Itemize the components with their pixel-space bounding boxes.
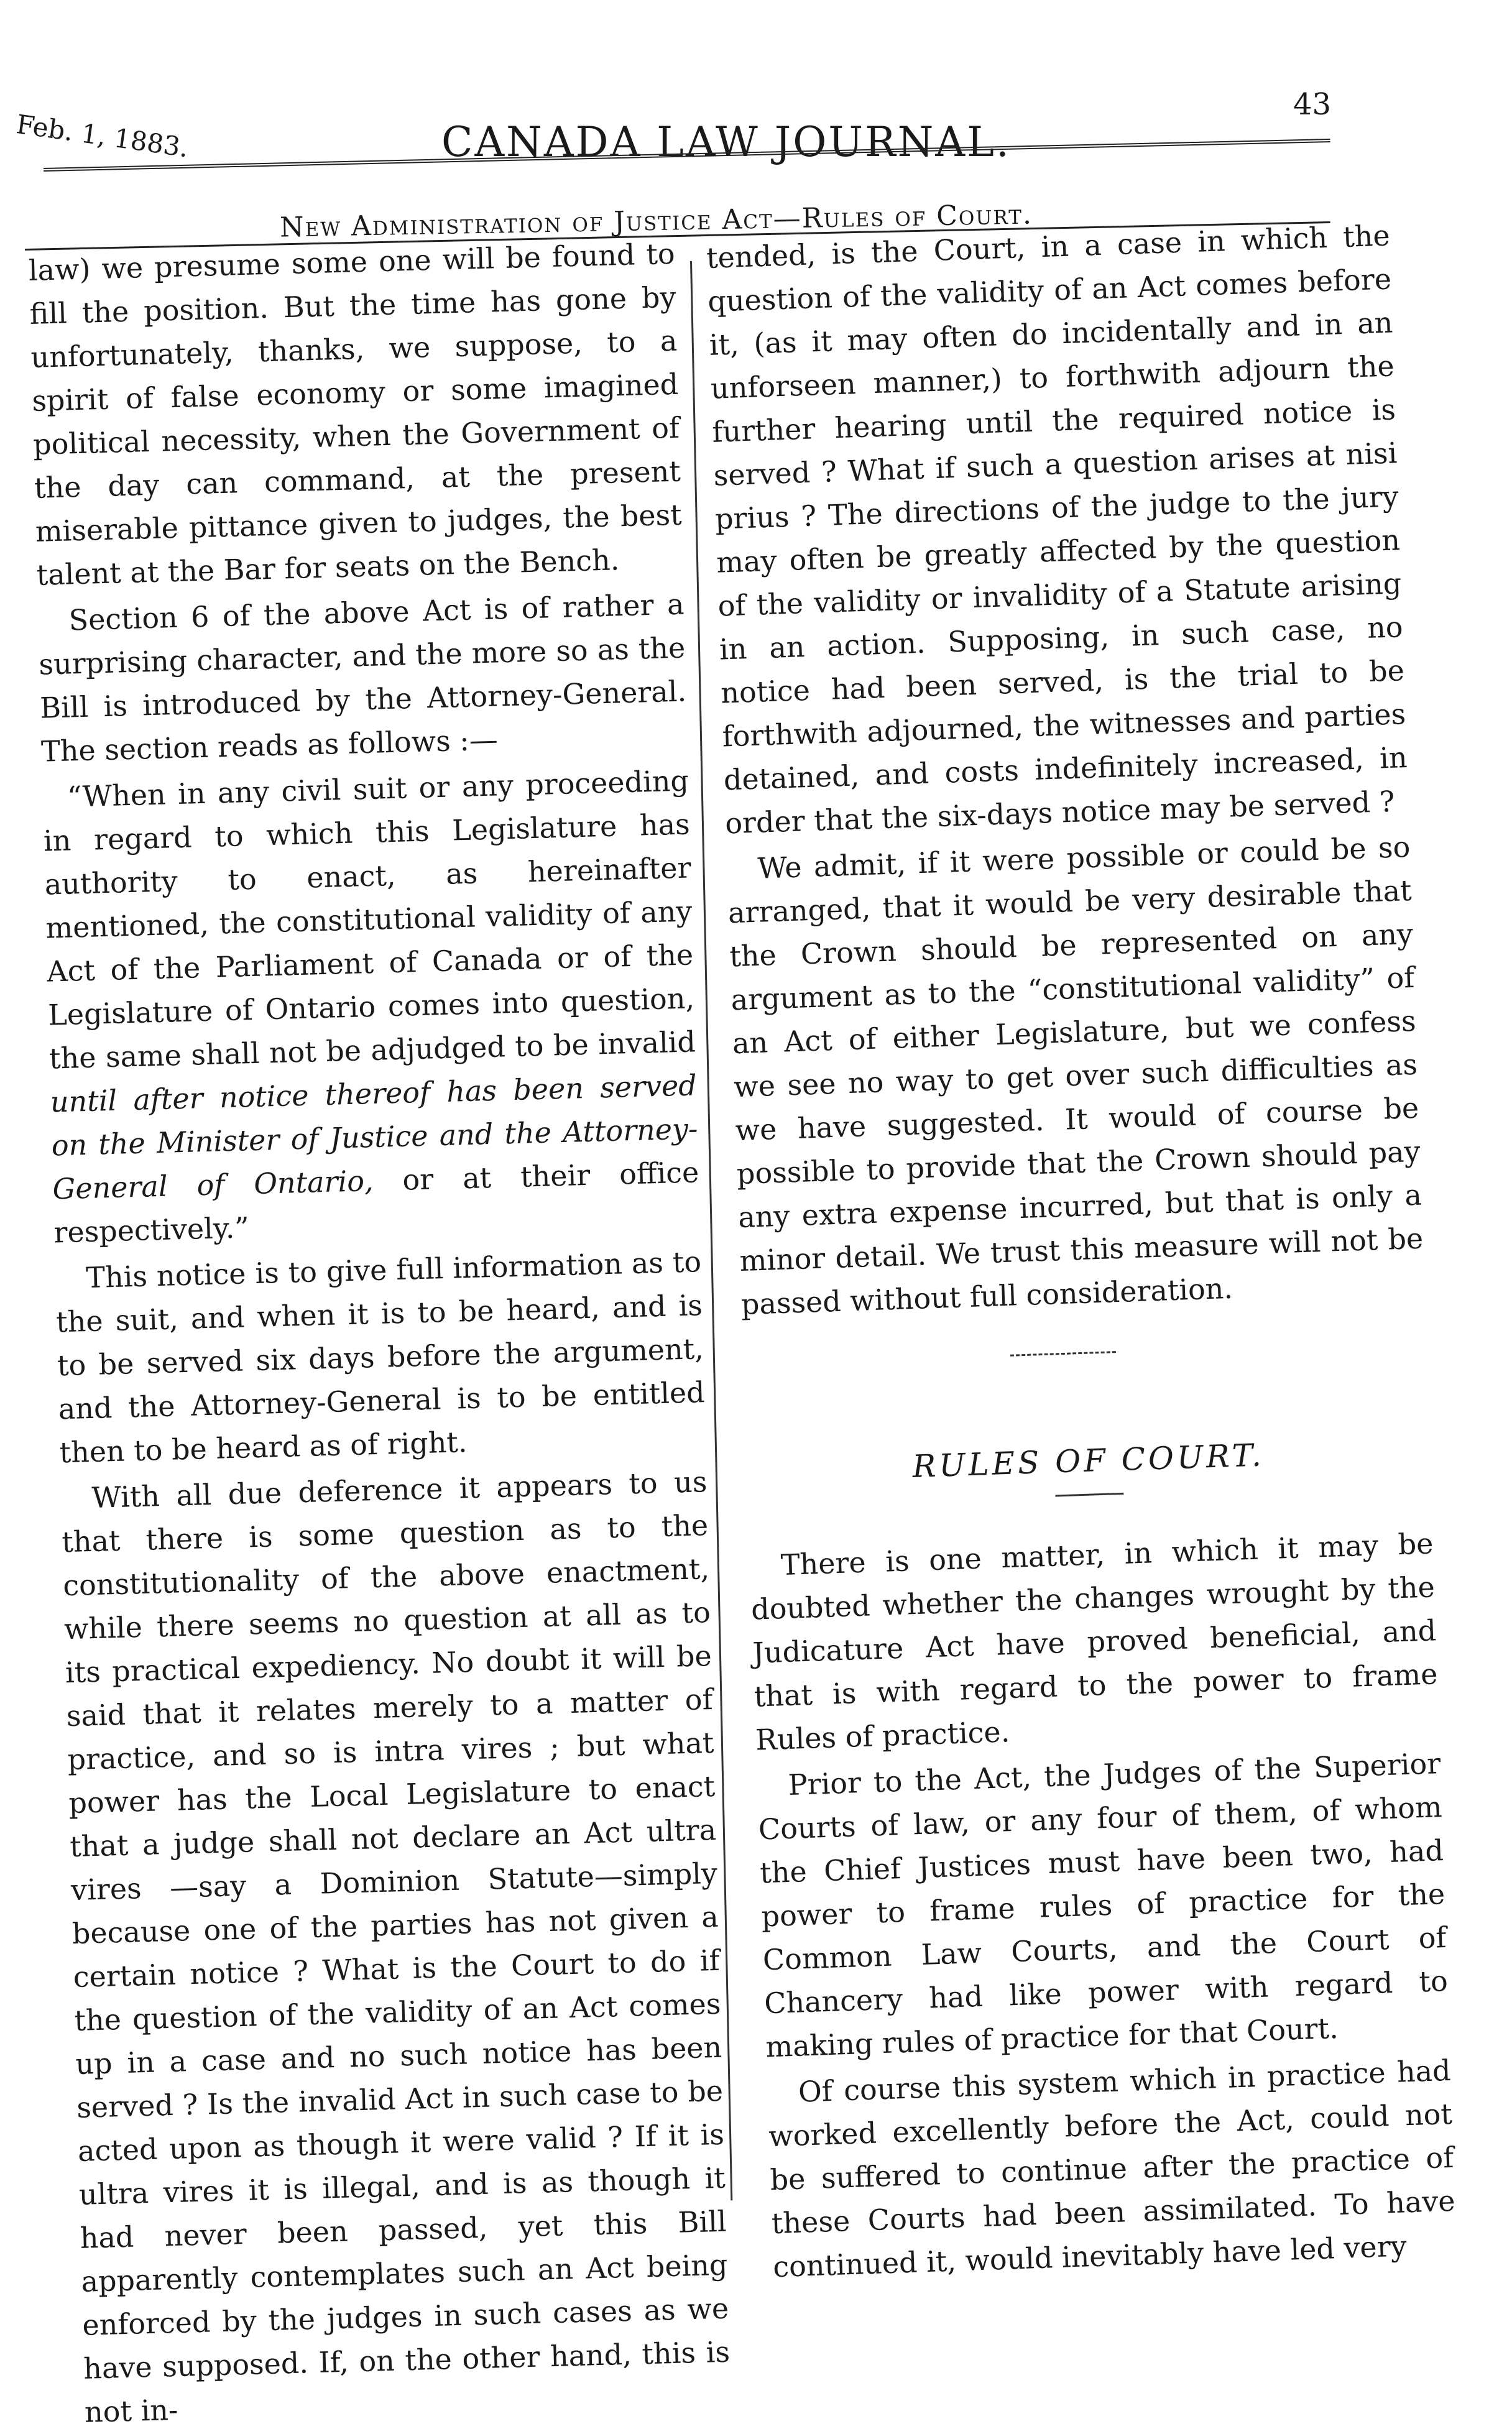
quote-emphasis: until after notice thereof has been served on the Minister of Justice and the Attorney-General of Ontario, [50,1068,699,1206]
heading-rule [1055,1493,1123,1497]
rules-paragraph-2: Prior to the Act, the Judges of the Superior Courts of law, or any four of them, of whom the Chief Justices must have been two, had power to frame rules of practice for the Common Law Courts, and the Court of Chancery had like power with regard to making rules of practice for that Court. [758,1746,1449,2064]
left-column [28,232,732,2434]
quote-start: “When in any civil suit or any proceeding in regard to which this Legislature has authority to enact, as hereinafter mentioned, the constitutional validity of any Act of the Parliament of Canada or of the Legislature of Ontario comes into question, the same shall not be adjudged to be invalid [43,763,696,1076]
running-subtitle: New Administration of Justice Act—Rules of Court. [279,198,1033,244]
left-paragraph-3: This notice is to give full information as to the suit, and when it is to be heard, and is to be served six days before the argument, and the Attorney-General is to be entitled then to be heard as of right. [55,1245,706,1470]
rules-paragraph-3: Of course this system which in practice had worked excellently before the Act, could not be suffered to continue after the practice of these Courts had been assimilated. To have continued it, would inevitably have led very [768,2053,1456,2284]
right-paragraph-2: We admit, if it were possible or could be so arranged, that it would be very desirable that the Crown should be represented on any argument as to the “constitutional validity” of an Act of either Legislature, but we confess we see no way to get over such difficulties as we have suggested. It would of course be possible to provide that the Crown should pay any extra expense incurred, but that is only a minor detail. We trust this measure will not be passed without full consideration. [727,829,1424,1322]
rules-paragraph-1: There is one matter, in which it may be doubted whether the changes wrought by the Judicature Act have proved beneficial, and that is with regard to the power to frame Rules of practice. [750,1526,1439,1757]
right-paragraph-1: tended, is the Court, in a case in which the question of the validity of an Act comes before it, (as it may often do incidentally and in an unforseen manner,) to forthwith adjourn the further hearing until the required notice is served ? What if such a question arises at nisi prius ? The directions of the judge to the jury may often be greatly affected by the question of the validity or invalidity of a Statute arising in an action. Supposing, in such case, no notice had been served, is the trial to be forthwith adjourned, the witnesses and parties detained, and costs indefinitely increased, in order that the six-days notice may be served ? [706,218,1408,841]
right-column [706,214,1457,2289]
left-paragraph-1: law) we presume some one will be found to fill the position. But the time has gone by unfortunately, thanks, we suppose, to a spirit of false economy or some imagined political necessity, when the Government of the day can command, at the present miserable pittance given to judges, the best talent at the Bar for seats on the Bench. [28,236,683,592]
statute-quotation [42,758,701,1254]
section-heading: RULES OF COURT. [911,1437,1265,1485]
section-divider-dashes [1010,1351,1116,1357]
section-break [742,1304,1429,1444]
left-paragraph-2: Section 6 of the above Act is of rather a surprising character, and the more so as the Bill is introduced by the Attorney-General. The section reads as follows :— [38,587,687,768]
journal-title: CANADA LAW JOURNAL. [441,118,1011,166]
quote-end: or at their office respectively.” [53,1155,699,1250]
left-paragraph-4: With all due deference it appears to us that there is some question as to the constitutionality of the above enactment, while there seems no question at all as to its practical expediency. No doubt it will be said that it relates merely to a matter of practice, and so is intra vires ; but what power has the Local Legislature to enact that a judge shall not declare an Act ultra vires —say a Dominion Statute—simply because one of the parties has not given a certain notice ? What is the Court to do if the question of the validity of an Act comes up in a case and no such notice has been served ? Is the invalid Act in such case to be acted upon as though it were valid ? If it is ultra vires it is illegal, and is as though it had never been passed, yet this Bill apparently contemplates such an Act being enforced by the judges in such cases as we have supposed. If, on the other hand, this is not in- [61,1465,731,2429]
issue-date: Feb. 1, 1883. [14,109,191,164]
page-number: 43 [1293,87,1332,122]
